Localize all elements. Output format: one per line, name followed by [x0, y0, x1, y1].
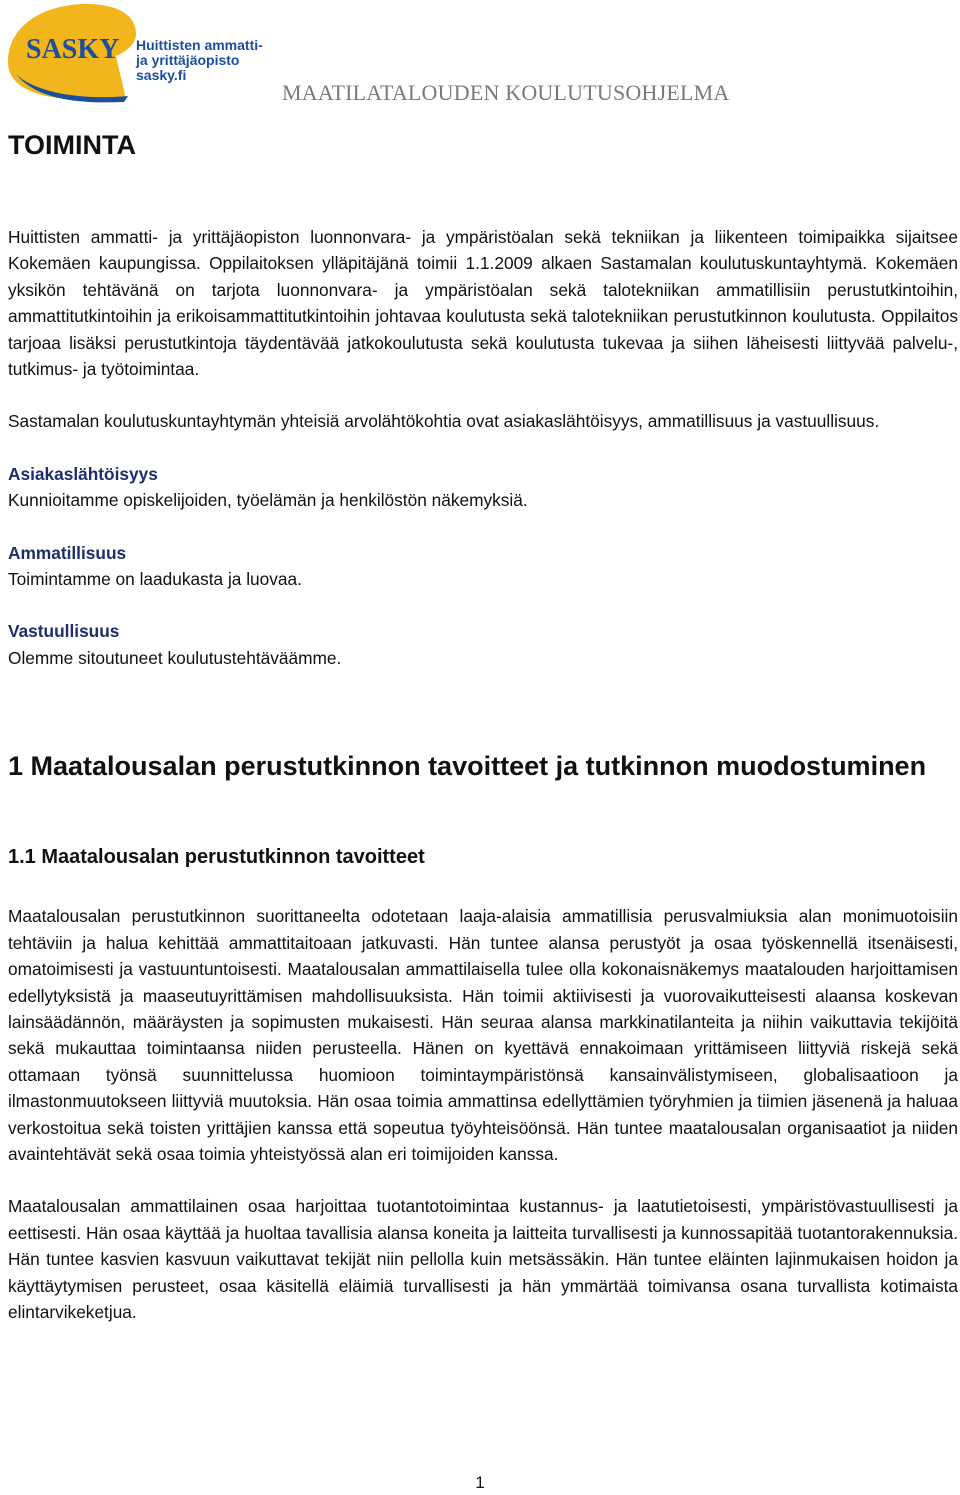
chapter-paragraph-2: Maatalousalan ammattilainen osaa harjoittaa tuotantotoimintaa kustannus- ja laatutietoisesti, ympäristövastuullisesti ja eettisesti. Hän osaa käyttää ja huoltaa tavallisia alansa koneita ja laitteita turvallisesti ja kunnossapitää tuotantorakennuksia. Hän tuntee kasvien kasvuun vaikuttavat tekijät niin pellolla kuin metsässäkin. Hän tuntee eläinten lajinmukaisen hoidon ja käyttäytymisen perusteet, osaa käsitellä eläimiä turvallisesti ja hän ymmärtää toimivansa osana turvallista kotimaista elintarvikeketjua.: [8, 1196, 958, 1322]
section-title: TOIMINTA: [8, 130, 136, 160]
chapter-paragraph-1: Maatalousalan perustutkinnon suorittaneelta odotetaan laaja-alaisia ammatillisia perusvalmiuksia alan monimuotoisiin tehtäviin ja halua kehittää ammattitaitoaan jatkuvasti. Hän tuntee alansa perustyöt ja osaa työskennellä itsenäisesti, omatoimisesti ja vastuuntuntoisesti. Maatalousalan ammattilaisella tulee olla kokonaisnäkemys maatalouden harjoittamisen edellytyksistä ja maaseutuyrittämisen mahdollisuuksista. Hän toimii aktiivisesti ja vuorovaikutteisesti alaansa koskevan lainsäädännön, määräysten ja sopimusten mukaisesti. Hän seuraa alansa markkinatilanteita ja niihin vaikuttavia tekijöitä sekä mukauttaa toimintaansa niiden perusteella. Hänen on kyettävä ennakoimaan yrittämiseen liittyviä riskejä sekä ottamaan työnsä suunnittelussa huomioon toimintaympäristönsä kansainvälistymiseen, globalisaatioon ja ilmastonmuutokseen liittyviä muutoksia. Hän osaa toimia ammattinsa edellyttämien työryhmien ja tiimien jäsenenä ja haluaa verkostoitua sekä toisten yrittäjien kanssa että sopeutua työyhteisöönsä. Hän tuntee maatalousalan organisaatiot ja niiden avaintehtävät sekä osaa toimia yhteistyössä alan eri toimijoiden kanssa.: [8, 906, 958, 1164]
sasky-logo: [6, 4, 274, 104]
value-title-responsibility: Vastuullisuus: [8, 621, 120, 642]
logo-tagline-line-2: ja yrittäjäopisto: [136, 52, 240, 68]
intro-paragraph-1: Huittisten ammatti- ja yrittäjäopiston luonnonvara- ja ympäristöalan sekä tekniikan ja liikenteen toimipaikka sijaitsee Kokemäen kaupungissa. Oppilaitoksen ylläpitäjänä toimii 1.1.2009 alkaen Sastamalan koulutuskuntayhtymä. Kokemäen yksikön tehtävänä on tarjota luonnonvara- ja ympäristöalan sekä talotekniikan ammatillisiin perustutkintoihin, ammattitutkintoihin ja erikoisammattitutkintoihin johtavaa koulutusta sekä talotekniikan perustutkinnon koulutusta. Oppilaitos tarjoaa lisäksi perustutkintoja täydentävää jatkokoulutusta sekä koulutusta tukevaa ja siihen läheisesti liittyvää palvelu-, tutkimus- ja työtoimintaa.: [8, 227, 958, 380]
value-title-professionalism: Ammatillisuus: [8, 542, 127, 563]
value-text-customer: Kunnioitamme opiskelijoiden, työelämän ja henkilöstön näkemyksiä.: [8, 490, 528, 511]
page-number: 1: [475, 1473, 485, 1492]
svg-text:SASKY: SASKY: [26, 34, 120, 65]
chapter-heading: 1 Maatalousalan perustutkinnon tavoitteet ja tutkinnon muodostuminen: [8, 751, 927, 782]
program-title: MAATILATALOUDEN KOULUTUSOHJELMA: [282, 80, 730, 105]
value-text-responsibility: Olemme sitoutuneet koulutustehtäväämme.: [8, 647, 342, 668]
logo-tagline-line-3: sasky.fi: [136, 67, 187, 83]
logo-tagline: [136, 38, 263, 83]
logo-tagline-line-1: Huittisten ammatti-: [136, 37, 263, 53]
value-title-customer: Asiakaslähtöisyys: [8, 463, 158, 484]
chapter-subheading: 1.1 Maatalousalan perustutkinnon tavoitteet: [8, 846, 425, 869]
main-content: [8, 224, 958, 1325]
intro-paragraph-2: Sastamalan koulutuskuntayhtymän yhteisiä arvolähtökohtia ovat asiakaslähtöisyys, ammatillisuus ja vastuullisuus.: [8, 411, 880, 432]
values-list: [8, 461, 958, 671]
value-text-professionalism: Toimintamme on laadukasta ja luovaa.: [8, 569, 302, 590]
